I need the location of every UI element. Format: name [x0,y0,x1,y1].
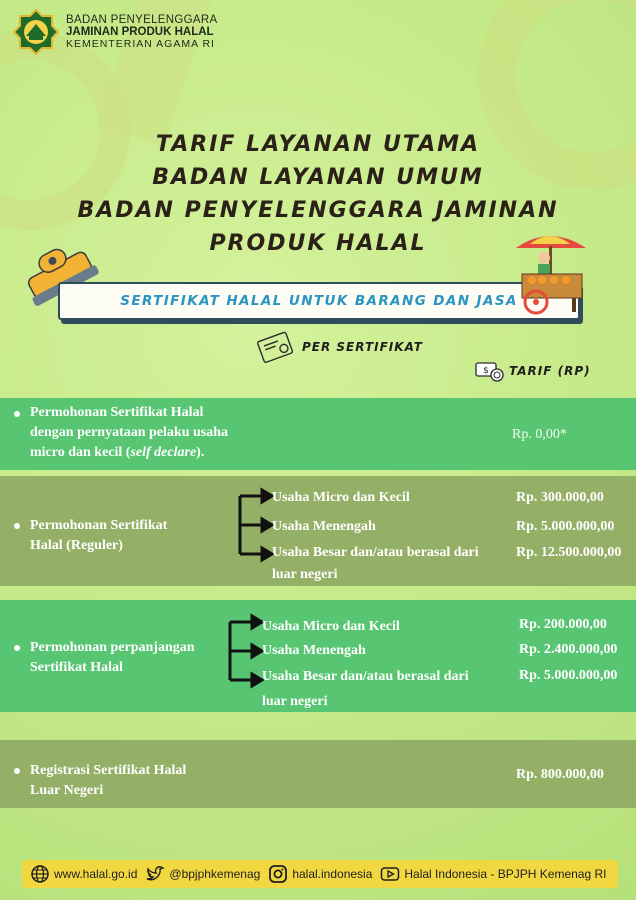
row-reguler-amount-3: Rp. 12.500.000,00 [516,545,622,560]
footer-instagram-text: halal.indonesia [292,867,373,881]
twitter-icon [145,864,165,884]
org-name-line3: KEMENTERIAN AGAMA RI [66,38,215,50]
per-certificate-label [256,330,423,364]
certificate-icon [256,330,296,364]
youtube-icon [380,864,400,884]
row-reguler-amount-1: Rp. 300.000,00 [516,490,604,505]
ministry-logo [12,8,60,56]
per-certificate-text: PER SERTIFIKAT [302,340,423,354]
svg-text:$: $ [483,366,489,376]
globe-icon [30,864,50,884]
row-perpanjangan-amount-3: Rp. 5.000.000,00 [519,668,618,683]
row-registrasi-amount: Rp. 800.000,00 [516,767,604,782]
tarif-header [475,360,591,382]
row-perpanjangan-item-1: Usaha Micro dan Kecil [262,619,400,634]
row-perpanjangan-amount-2: Rp. 2.400.000,00 [519,642,618,657]
footer-contacts [22,860,618,888]
header [12,8,217,56]
banner-label: SERTIFIKAT HALAL UNTUK BARANG DAN JASA [120,293,518,309]
money-icon [475,360,505,382]
footer-website[interactable] [30,864,137,884]
bullet [14,645,20,651]
row-self-declare-amount: Rp. 0,00* [512,427,567,442]
row-reguler-item-3-cont: luar negeri [272,567,338,582]
footer-website-text: www.halal.go.id [54,867,138,881]
footer-twitter-text: @bpjphkemenag [169,867,261,881]
row-perpanjangan-item-3-cont: luar negeri [262,694,328,709]
footer-instagram[interactable] [268,864,372,884]
arrow-branch-icon [224,612,264,692]
row-perpanjangan-label: Permohonan perpanjangan Sertifikat Halal [30,640,195,675]
food-cart-icon [510,228,592,316]
bullet [14,523,20,529]
title-line3: BADAN PENYELENGGARA JAMINAN [77,198,559,223]
row-reguler-item-3: Usaha Besar dan/atau berasal dari [272,545,479,560]
row-reguler-item-1: Usaha Micro dan Kecil [272,490,410,505]
bullet [14,411,20,417]
row-perpanjangan-item-3: Usaha Besar dan/atau berasal dari [262,669,469,684]
service-banner [58,282,580,320]
title-line4: PRODUK HALAL [209,231,427,256]
title-line2: BADAN LAYANAN UMUM [152,165,484,190]
footer-youtube[interactable] [380,864,606,884]
row-self-declare-label: Permohonan Sertifikat Halal dengan pernyataan pelaku usaha micro dan kecil (self declare). [30,405,229,460]
row-perpanjangan-item-2: Usaha Menengah [262,643,366,658]
instagram-icon [268,864,288,884]
row-reguler-amount-2: Rp. 5.000.000,00 [516,519,615,534]
footer-youtube-text: Halal Indonesia - BPJPH Kemenag RI [404,867,607,881]
footer-twitter[interactable] [145,864,260,884]
title-line1: TARIF LAYANAN UTAMA [155,132,481,157]
arrow-branch-icon [234,486,274,566]
row-reguler-item-2: Usaha Menengah [272,519,376,534]
org-name-line1: BADAN PENYELENGGARA [66,14,218,26]
bullet [14,768,20,774]
org-name-line2: JAMINAN PRODUK HALAL [66,26,214,38]
row-perpanjangan-amount-1: Rp. 200.000,00 [519,617,607,632]
row-reguler-label: Permohonan Sertifikat Halal (Reguler) [30,518,168,553]
tarif-header-text: TARIF (RP) [509,364,591,378]
row-registrasi-label: Registrasi Sertifikat Halal Luar Negeri [30,763,187,798]
